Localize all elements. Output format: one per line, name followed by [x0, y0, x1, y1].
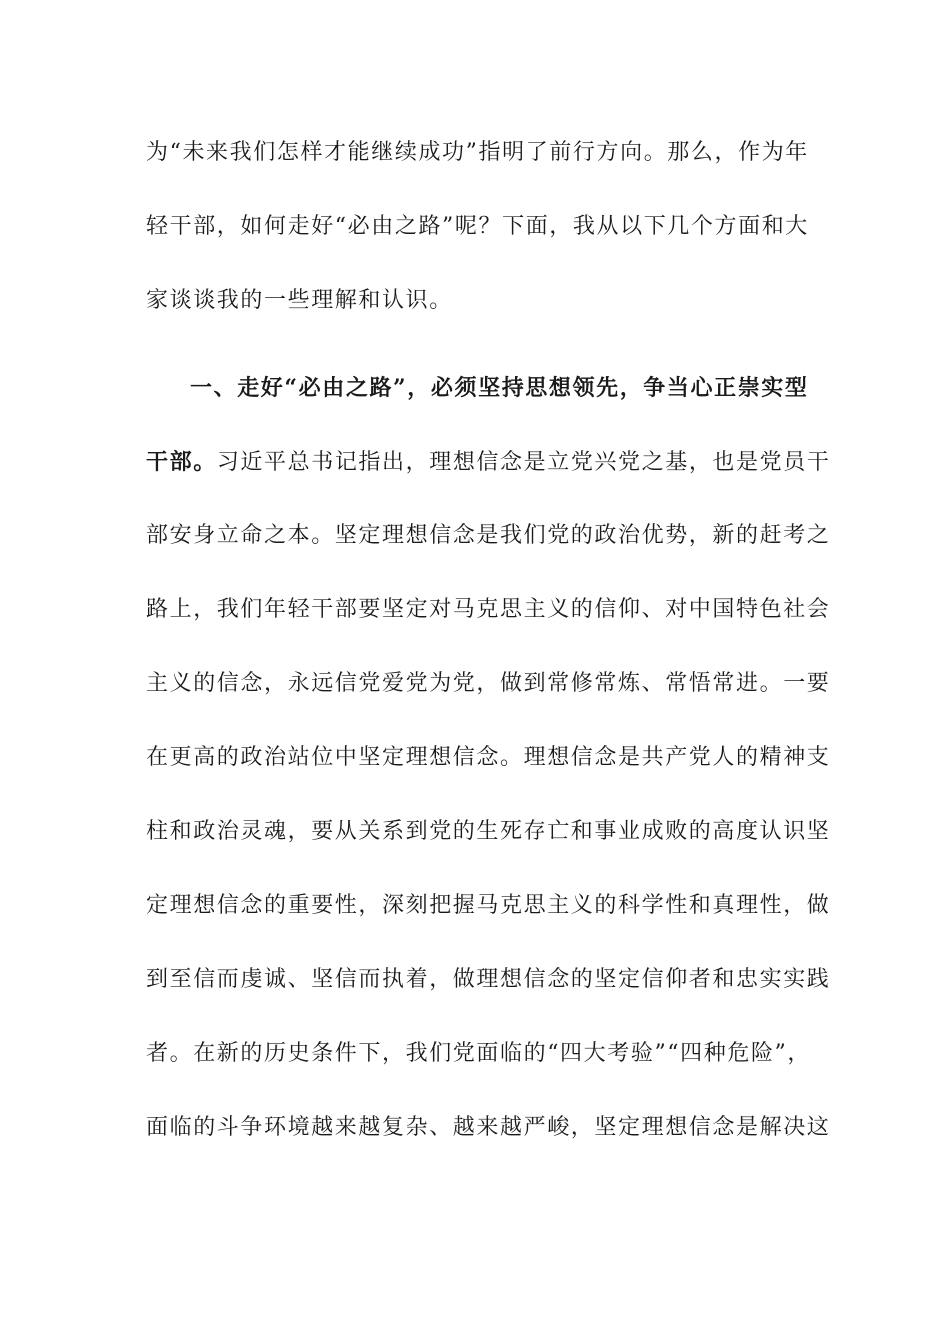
text-line: 定理想信念的重要性，深刻把握马克思主义的科学性和真理性，做 — [146, 893, 831, 918]
section-heading-end: 干部。 — [146, 449, 217, 475]
text-line: 主义的信念，永远信党爱党为党，做到常修常炼、常悟常进。一要 — [146, 671, 831, 696]
text-line-mixed — [146, 449, 831, 476]
text-line: 到至信而虔诚、坚信而执着，做理想信念的坚定信仰者和忠实实践 — [146, 967, 831, 992]
text-span: 习近平总书记指出，理想信念是立党兴党之基，也是党员干 — [216, 450, 831, 475]
text-line: 面临的斗争环境越来越复杂、越来越严峻，坚定理想信念是解决这 — [146, 1115, 831, 1140]
text-line: 轻干部，如何走好“必由之路”呢？下面，我从以下几个方面和大 — [146, 214, 809, 239]
text-line: 在更高的政治站位中坚定理想信念。理想信念是共产党人的精神支 — [146, 745, 831, 770]
text-line: 路上，我们年轻干部要坚定对马克思主义的信仰、对中国特色社会 — [146, 597, 831, 622]
text-line: 柱和政治灵魂，要从关系到党的生死存亡和事业成败的高度认识坚 — [146, 819, 831, 844]
text-line: 部安身立命之本。坚定理想信念是我们党的政治优势，新的赶考之 — [146, 523, 831, 548]
section-heading: 一、走好“必由之路”，必须坚持思想领先，争当心正崇实型 — [190, 375, 809, 401]
text-line: 为“未来我们怎样才能继续成功”指明了前行方向。那么，作为年 — [146, 140, 809, 165]
text-line: 者。在新的历史条件下，我们党面临的“四大考验”“四种危险”， — [146, 1041, 811, 1066]
text-line: 家谈谈我的一些理解和认识。 — [146, 288, 453, 313]
